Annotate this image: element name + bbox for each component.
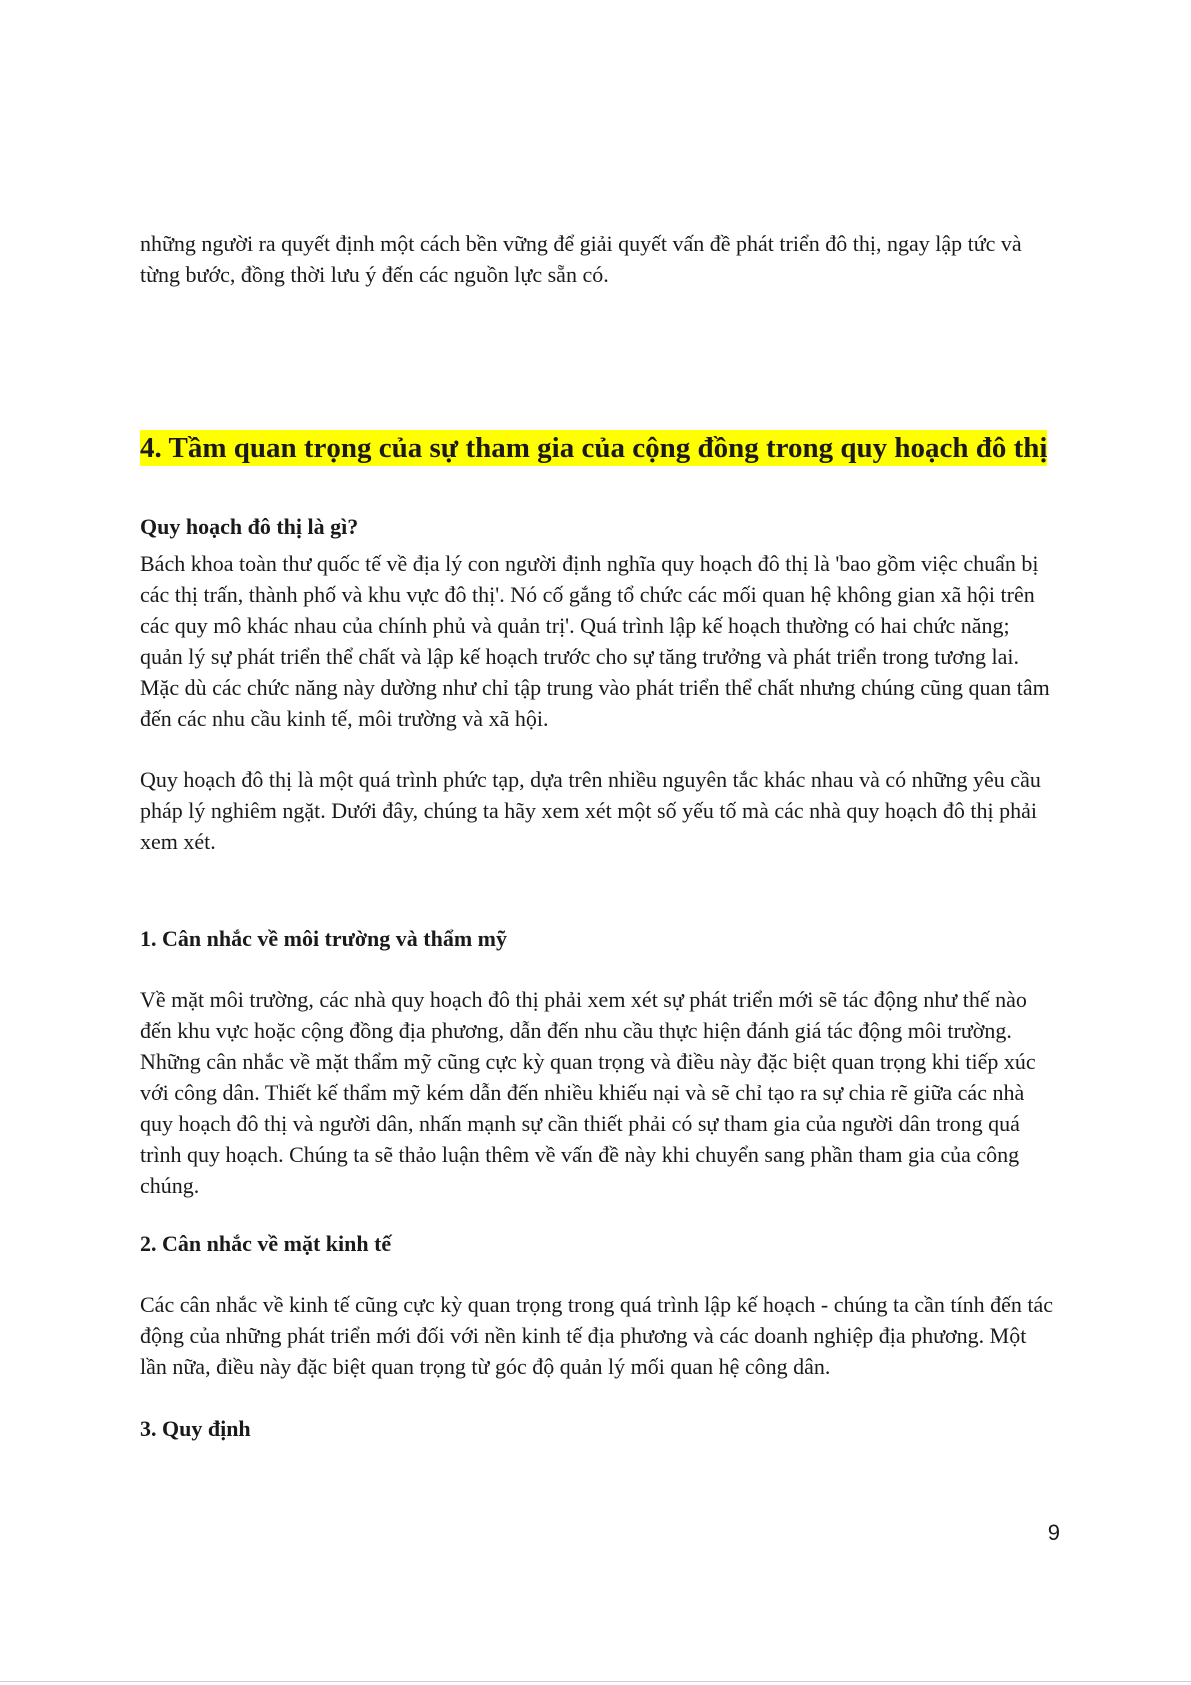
consideration-heading: 3. Quy định: [140, 1416, 251, 1441]
consideration-economic: [140, 1229, 1055, 1382]
intro-paragraph: những người ra quyết định một cách bền vững để giải quyết vấn đề phát triển đô thị, ngay lập tức và từng bước, đồng thời lưu ý đến các nguồn lực sẵn có.: [140, 231, 1022, 287]
consideration-environment: [140, 924, 1055, 1201]
page-number: 9: [1047, 1520, 1060, 1545]
page-bottom-divider: [0, 1681, 1191, 1682]
consideration-heading: 2. Cân nhắc về mặt kinh tế: [140, 1231, 392, 1256]
consideration-heading: 1. Cân nhắc về môi trường và thẩm mỹ: [140, 926, 507, 951]
consideration-paragraph: Các cân nhắc về kinh tế cũng cực kỳ quan trọng trong quá trình lập kế hoạch - chúng ta cần tính đến tác động của những phát triển mới đối với nền kinh tế địa phương và các doanh nghiệp địa phương. Một lần nữa, điều này đặc biệt quan trọng từ góc độ quản lý mối quan hệ công dân.: [140, 1292, 1053, 1379]
subsection-what-is-urban-planning: [140, 512, 1055, 857]
highlighted-heading-text: 4. Tầm quan trọng của sự tham gia của cộng đồng trong quy hoạch đô thị: [140, 432, 1048, 464]
section-heading: [140, 428, 1055, 468]
consideration-regulation: [140, 1414, 1055, 1444]
consideration-paragraph: Về mặt môi trường, các nhà quy hoạch đô thị phải xem xét sự phát triển mới sẽ tác động như thế nào đến khu vực hoặc cộng đồng địa phương, dẫn đến nhu cầu thực hiện đánh giá tác động môi trường. Những cân nhắc về mặt thẩm mỹ cũng cực kỳ quan trọng và điều này đặc biệt quan trọng khi tiếp xúc với công dân. Thiết kế thẩm mỹ kém dẫn đến nhiều khiếu nại và sẽ chỉ tạo ra sự chia rẽ giữa các nhà quy hoạch đô thị và người dân, nhấn mạnh sự cần thiết phải có sự tham gia của người dân trong quá trình quy hoạch. Chúng ta sẽ thảo luận thêm về vấn đề này khi chuyển sang phần tham gia của công chúng.: [140, 987, 1036, 1198]
definition-paragraph: Bách khoa toàn thư quốc tế về địa lý con người định nghĩa quy hoạch đô thị là 'bao gồm việc chuẩn bị các thị trấn, thành phố và khu vực đô thị'. Nó cố gắng tổ chức các mối quan hệ không gian xã hội trên các quy mô khác nhau của chính phủ và quản trị'. Quá trình lập kế hoạch thường có hai chức năng; quản lý sự phát triển thể chất và lập kế hoạch trước cho sự tăng trưởng và phát triển trong tương lai. Mặc dù các chức năng này dường như chỉ tập trung vào phát triển thể chất nhưng chúng cũng quan tâm đến các nhu cầu kinh tế, môi trường và xã hội.: [140, 551, 1050, 731]
intro-block: [140, 228, 1055, 290]
subsection-heading: Quy hoạch đô thị là gì?: [140, 514, 359, 539]
complexity-paragraph: Quy hoạch đô thị là một quá trình phức tạp, dựa trên nhiều nguyên tắc khác nhau và có những yêu cầu pháp lý nghiêm ngặt. Dưới đây, chúng ta hãy xem xét một số yếu tố mà các nhà quy hoạch đô thị phải xem xét.: [140, 767, 1041, 854]
